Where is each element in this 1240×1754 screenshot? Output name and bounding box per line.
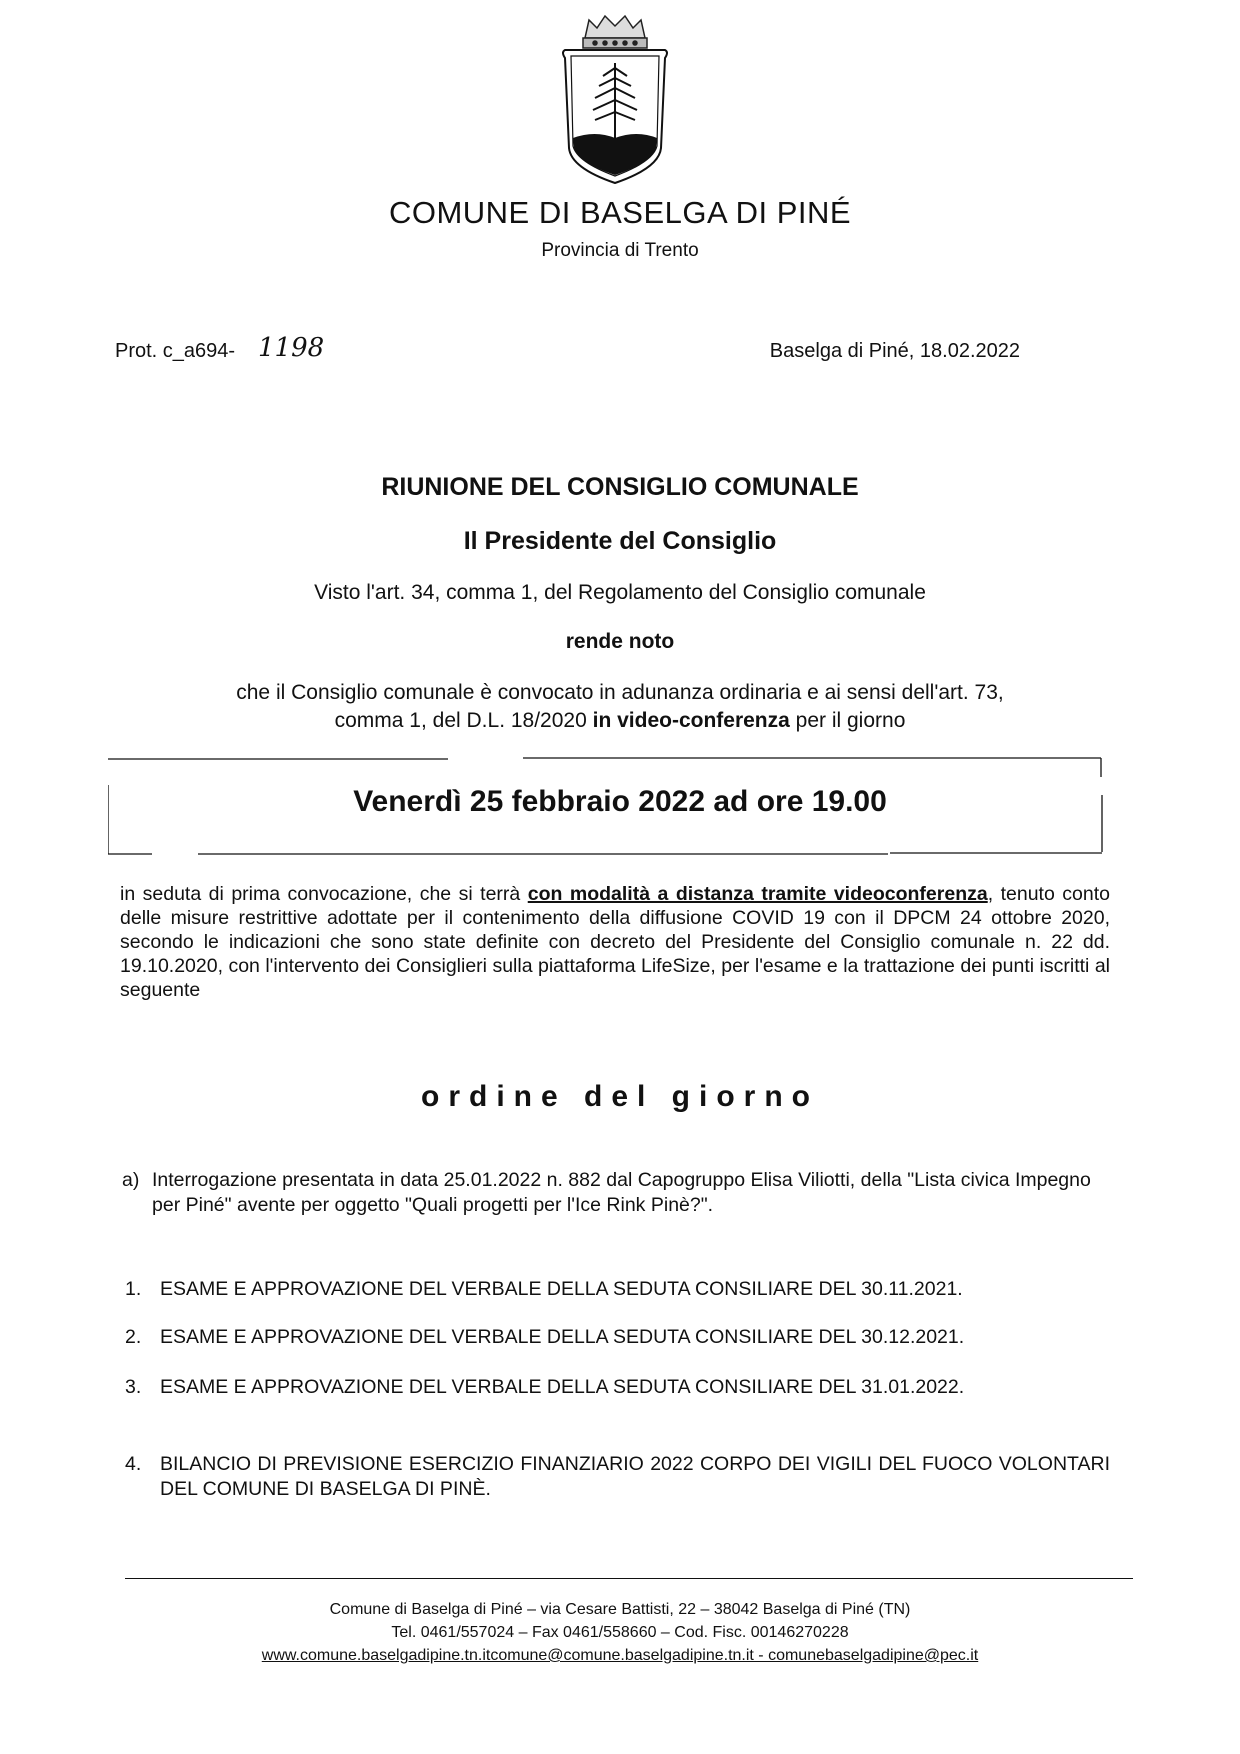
agenda-item-text: ESAME E APPROVAZIONE DEL VERBALE DELLA SEDUTA CONSILIARE DEL 30.11.2021. [160,1278,963,1300]
convocazione-line-1: che il Consiglio comunale è convocato in adunanza ordinaria e ai sensi dell'art. 73, [236,681,1004,704]
meeting-datetime: Venerdì 25 febbraio 2022 ad ore 19.00 [353,785,887,818]
date-place: Baselga di Piné, 18.02.2022 [769,340,1020,362]
comune-name: COMUNE DI BASELGA DI PINÉ [388,195,852,230]
seduta-underlined: con modalità a distanza tramite videoconferenza [527,883,988,905]
provincia: Provincia di Trento [541,240,699,261]
document-subtitle: Il Presidente del Consiglio [463,527,777,555]
agenda-item-text: ESAME E APPROVAZIONE DEL VERBALE DELLA SEDUTA CONSILIARE DEL 30.12.2021. [160,1326,965,1348]
agenda-item-text: BILANCIO DI PREVISIONE ESERCIZIO FINANZIARIO 2022 CORPO DEI VIGILI DEL FUOCO VOLONTARI DEL COMUNE DI BASELGA DI PINÈ. [160,1453,1110,1500]
footer-address: Comune di Baselga di Piné – via Cesare Battisti, 22 – 38042 Baselga di Piné (TN) [329,1601,911,1618]
agenda-item-label: 2. [125,1326,142,1348]
protocol-label: Prot. c_a694- [115,340,236,362]
agenda-item-label: 3. [125,1376,142,1398]
agenda-item-text: ESAME E APPROVAZIONE DEL VERBALE DELLA SEDUTA CONSILIARE DEL 31.01.2022. [160,1376,965,1398]
footer-divider [125,1578,1133,1579]
agenda-item [125,1375,1110,1400]
rende-noto: rende noto [565,630,675,653]
agenda-item-a-text: Interrogazione presentata in data 25.01.2022 n. 882 dal Capogruppo Elisa Viliotti, della "Lista civica Impegno per Piné" avente per oggetto "Quali progetti per l'Ice Rink Pinè?". [152,1169,1091,1216]
seduta-pre: in seduta di prima convocazione, che si terrà [120,883,528,905]
seduta-paragraph [120,882,1110,1002]
agenda-item-label: 1. [125,1278,142,1300]
footer-links[interactable]: www.comune.baselgadipine.tn.itcomune@comune.baselgadipine.tn.it - comunebaselgadipine@pec.it [261,1647,979,1664]
seduta-post: , tenuto conto delle misure restrittive adottate per il contenimento della diffusione COVID 19 con il DPCM 24 ottobre 2020, secondo le indicazioni che sono state definite con decreto del Presidente del Consiglio comunale n. 22 dd. 19.10.2020, con l'intervento dei Consiglieri sulla piattaforma LifeSize, per l'esame e la trattazione dei punti iscritti al seguente [120,883,1111,1001]
document-title: RIUNIONE DEL CONSIGLIO COMUNALE [381,473,859,501]
agenda-item [125,1452,1110,1502]
convocazione-line-2-bold: in video-conferenza [592,709,790,732]
agenda-item-a-label: a) [122,1169,140,1191]
agenda-item [125,1325,1110,1350]
municipal-crest-icon [555,8,675,193]
convocazione-line-2 [0,709,1240,733]
agenda-title: ordine del giorno [421,1080,819,1113]
agenda-item-a [122,1168,1110,1218]
convocazione-line-2-post: per il giorno [789,709,906,732]
agenda-item [125,1277,1110,1302]
agenda-item-label: 4. [125,1453,142,1475]
convocazione-line-2-pre: comma 1, del D.L. 18/2020 [334,709,593,732]
footer-contacts: Tel. 0461/557024 – Fax 0461/558660 – Cod. Fisc. 00146270228 [391,1624,849,1641]
visto-line: Visto l'art. 34, comma 1, del Regolamento del Consiglio comunale [314,581,926,604]
protocol-number: 1198 [258,333,325,363]
